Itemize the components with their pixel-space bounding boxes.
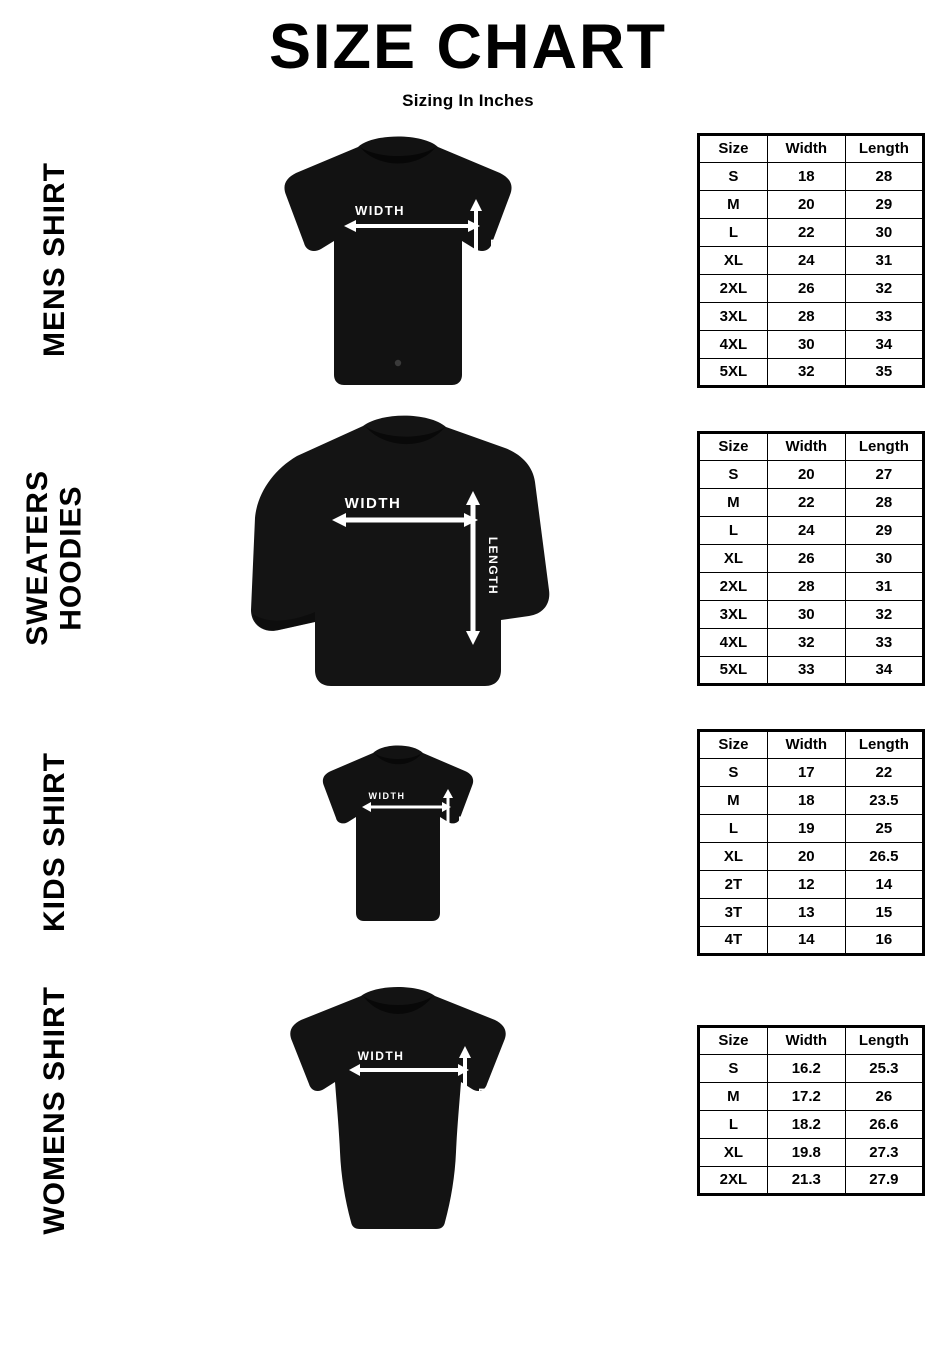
table-row [699,842,924,870]
table-body-sweaters [699,460,924,684]
cell-length: 27.9 [845,1166,923,1194]
cell-length: 30 [845,544,923,572]
section-kids [0,713,936,971]
section-sweaters [0,403,936,713]
table-body-kids [699,758,924,954]
cell-width: 32 [767,628,845,656]
section-label-womens-text: WOMENS SHIRT [38,985,72,1235]
cell-length: 26.6 [845,1110,923,1138]
cell-width: 24 [767,516,845,544]
cell-length: 14 [845,870,923,898]
section-label-kids-text: KIDS SHIRT [38,751,72,932]
cell-length: 34 [845,330,923,358]
cell-length: 27 [845,460,923,488]
cell-width: 22 [767,488,845,516]
cell-size: 4T [699,926,768,954]
table-row [699,758,924,786]
table-wrap-womens [686,1025,936,1196]
cell-length: 33 [845,628,923,656]
cell-size: 2T [699,870,768,898]
cell-width: 20 [767,190,845,218]
cell-size: 4XL [699,628,768,656]
table-row [699,600,924,628]
table-row [699,516,924,544]
table-row [699,814,924,842]
table-header-row [699,432,924,460]
cell-length: 16 [845,926,923,954]
cell-size: 4XL [699,330,768,358]
col-size: Size [699,1026,768,1054]
cell-width: 28 [767,302,845,330]
cell-size: 3XL [699,302,768,330]
cell-width: 22 [767,218,845,246]
table-row [699,898,924,926]
cell-size: 2XL [699,274,768,302]
table-header-row [699,134,924,162]
cell-size: M [699,190,768,218]
width-label-womens: WIDTH [357,1049,405,1063]
size-table-sweaters [697,431,925,686]
table-header-row [699,1026,924,1054]
table-row [699,162,924,190]
cell-length: 25 [845,814,923,842]
section-label-kids [0,752,110,932]
cell-length: 15 [845,898,923,926]
cell-width: 12 [767,870,845,898]
length-label-womens: LENGTH [476,1087,488,1143]
section-label-womens [0,986,110,1235]
cell-width: 33 [767,656,845,684]
cell-size: 3T [699,898,768,926]
cell-width: 18 [767,162,845,190]
cell-width: 30 [767,330,845,358]
garment-womens-tshirt [110,980,686,1240]
cell-width: 19 [767,814,845,842]
cell-length: 25.3 [845,1054,923,1082]
cell-size: XL [699,842,768,870]
table-body-womens [699,1054,924,1194]
cell-width: 32 [767,358,845,386]
cell-length: 28 [845,162,923,190]
cell-width: 21.3 [767,1166,845,1194]
kids-tshirt-illustration [293,737,503,947]
cell-length: 27.3 [845,1138,923,1166]
cell-size: L [699,218,768,246]
cell-length: 30 [845,218,923,246]
womens-tshirt-illustration [253,980,543,1240]
cell-size: 5XL [699,656,768,684]
table-row [699,218,924,246]
table-row [699,786,924,814]
section-label-sweaters-text: SWEATERS HOODIES [21,470,88,646]
col-width: Width [767,730,845,758]
cell-size: L [699,814,768,842]
cell-size: M [699,786,768,814]
garment-crewneck-sweater [110,408,686,708]
col-length: Length [845,1026,923,1054]
table-wrap-mens [686,133,936,388]
table-row [699,330,924,358]
col-length: Length [845,730,923,758]
cell-size: 3XL [699,600,768,628]
length-label-mens: LENGTH [488,238,502,298]
cell-width: 17 [767,758,845,786]
cell-length: 26.5 [845,842,923,870]
col-width: Width [767,134,845,162]
cell-size: S [699,758,768,786]
col-size: Size [699,134,768,162]
cell-length: 32 [845,274,923,302]
cell-size: L [699,1110,768,1138]
col-size: Size [699,730,768,758]
table-wrap-sweaters [686,431,936,686]
page-header [0,0,936,111]
table-row [699,1166,924,1194]
cell-width: 16.2 [767,1054,845,1082]
cell-size: XL [699,1138,768,1166]
size-table-mens [697,133,925,388]
table-row [699,274,924,302]
page-title: SIZE CHART [269,12,667,82]
cell-length: 31 [845,246,923,274]
size-table-kids [697,729,925,956]
col-width: Width [767,432,845,460]
col-width: Width [767,1026,845,1054]
length-label-sweater: LENGTH [486,536,500,596]
garment-kids-tshirt [110,737,686,947]
cell-width: 30 [767,600,845,628]
cell-size: 2XL [699,572,768,600]
width-label-mens: WIDTH [354,203,406,218]
table-row [699,1054,924,1082]
col-size: Size [699,432,768,460]
table-wrap-kids [686,729,936,956]
mens-tshirt-illustration [248,125,548,395]
cell-size: 5XL [699,358,768,386]
cell-size: 2XL [699,1166,768,1194]
table-row [699,572,924,600]
table-row [699,190,924,218]
cell-size: L [699,516,768,544]
cell-width: 18.2 [767,1110,845,1138]
cell-width: 17.2 [767,1082,845,1110]
cell-length: 28 [845,488,923,516]
cell-length: 26 [845,1082,923,1110]
length-label-kids: LENGTH [457,816,466,858]
cell-width: 14 [767,926,845,954]
cell-width: 20 [767,842,845,870]
table-row [699,926,924,954]
table-row [699,656,924,684]
cell-size: M [699,1082,768,1110]
width-label-kids: WIDTH [368,791,406,801]
size-table-womens [697,1025,925,1196]
cell-size: S [699,460,768,488]
table-row [699,1138,924,1166]
cell-length: 33 [845,302,923,330]
cell-size: XL [699,544,768,572]
cell-width: 28 [767,572,845,600]
cell-width: 26 [767,274,845,302]
section-label-mens [0,162,110,357]
cell-length: 32 [845,600,923,628]
cell-length: 35 [845,358,923,386]
garment-mens-tshirt [110,125,686,395]
table-row [699,488,924,516]
table-row [699,628,924,656]
table-row [699,544,924,572]
width-label-sweater: WIDTH [344,495,402,512]
cell-length: 23.5 [845,786,923,814]
cell-length: 34 [845,656,923,684]
section-womens [0,971,936,1249]
cell-width: 26 [767,544,845,572]
cell-length: 29 [845,190,923,218]
table-row [699,870,924,898]
section-label-mens-text: MENS SHIRT [38,162,72,358]
cell-length: 31 [845,572,923,600]
col-length: Length [845,432,923,460]
table-row [699,302,924,330]
table-row [699,1082,924,1110]
cell-length: 29 [845,516,923,544]
section-label-sweaters [0,470,110,646]
cell-width: 13 [767,898,845,926]
cell-size: S [699,162,768,190]
table-row [699,1110,924,1138]
page-subtitle: Sizing In Inches [402,91,534,110]
cell-length: 22 [845,758,923,786]
table-header-row [699,730,924,758]
col-length: Length [845,134,923,162]
section-mens [0,117,936,403]
cell-width: 24 [767,246,845,274]
table-row [699,246,924,274]
cell-size: M [699,488,768,516]
cell-width: 20 [767,460,845,488]
cell-size: S [699,1054,768,1082]
table-row [699,460,924,488]
crewneck-sweater-illustration [233,408,563,708]
cell-size: XL [699,246,768,274]
table-row [699,358,924,386]
cell-width: 19.8 [767,1138,845,1166]
table-body-mens [699,162,924,386]
cell-width: 18 [767,786,845,814]
